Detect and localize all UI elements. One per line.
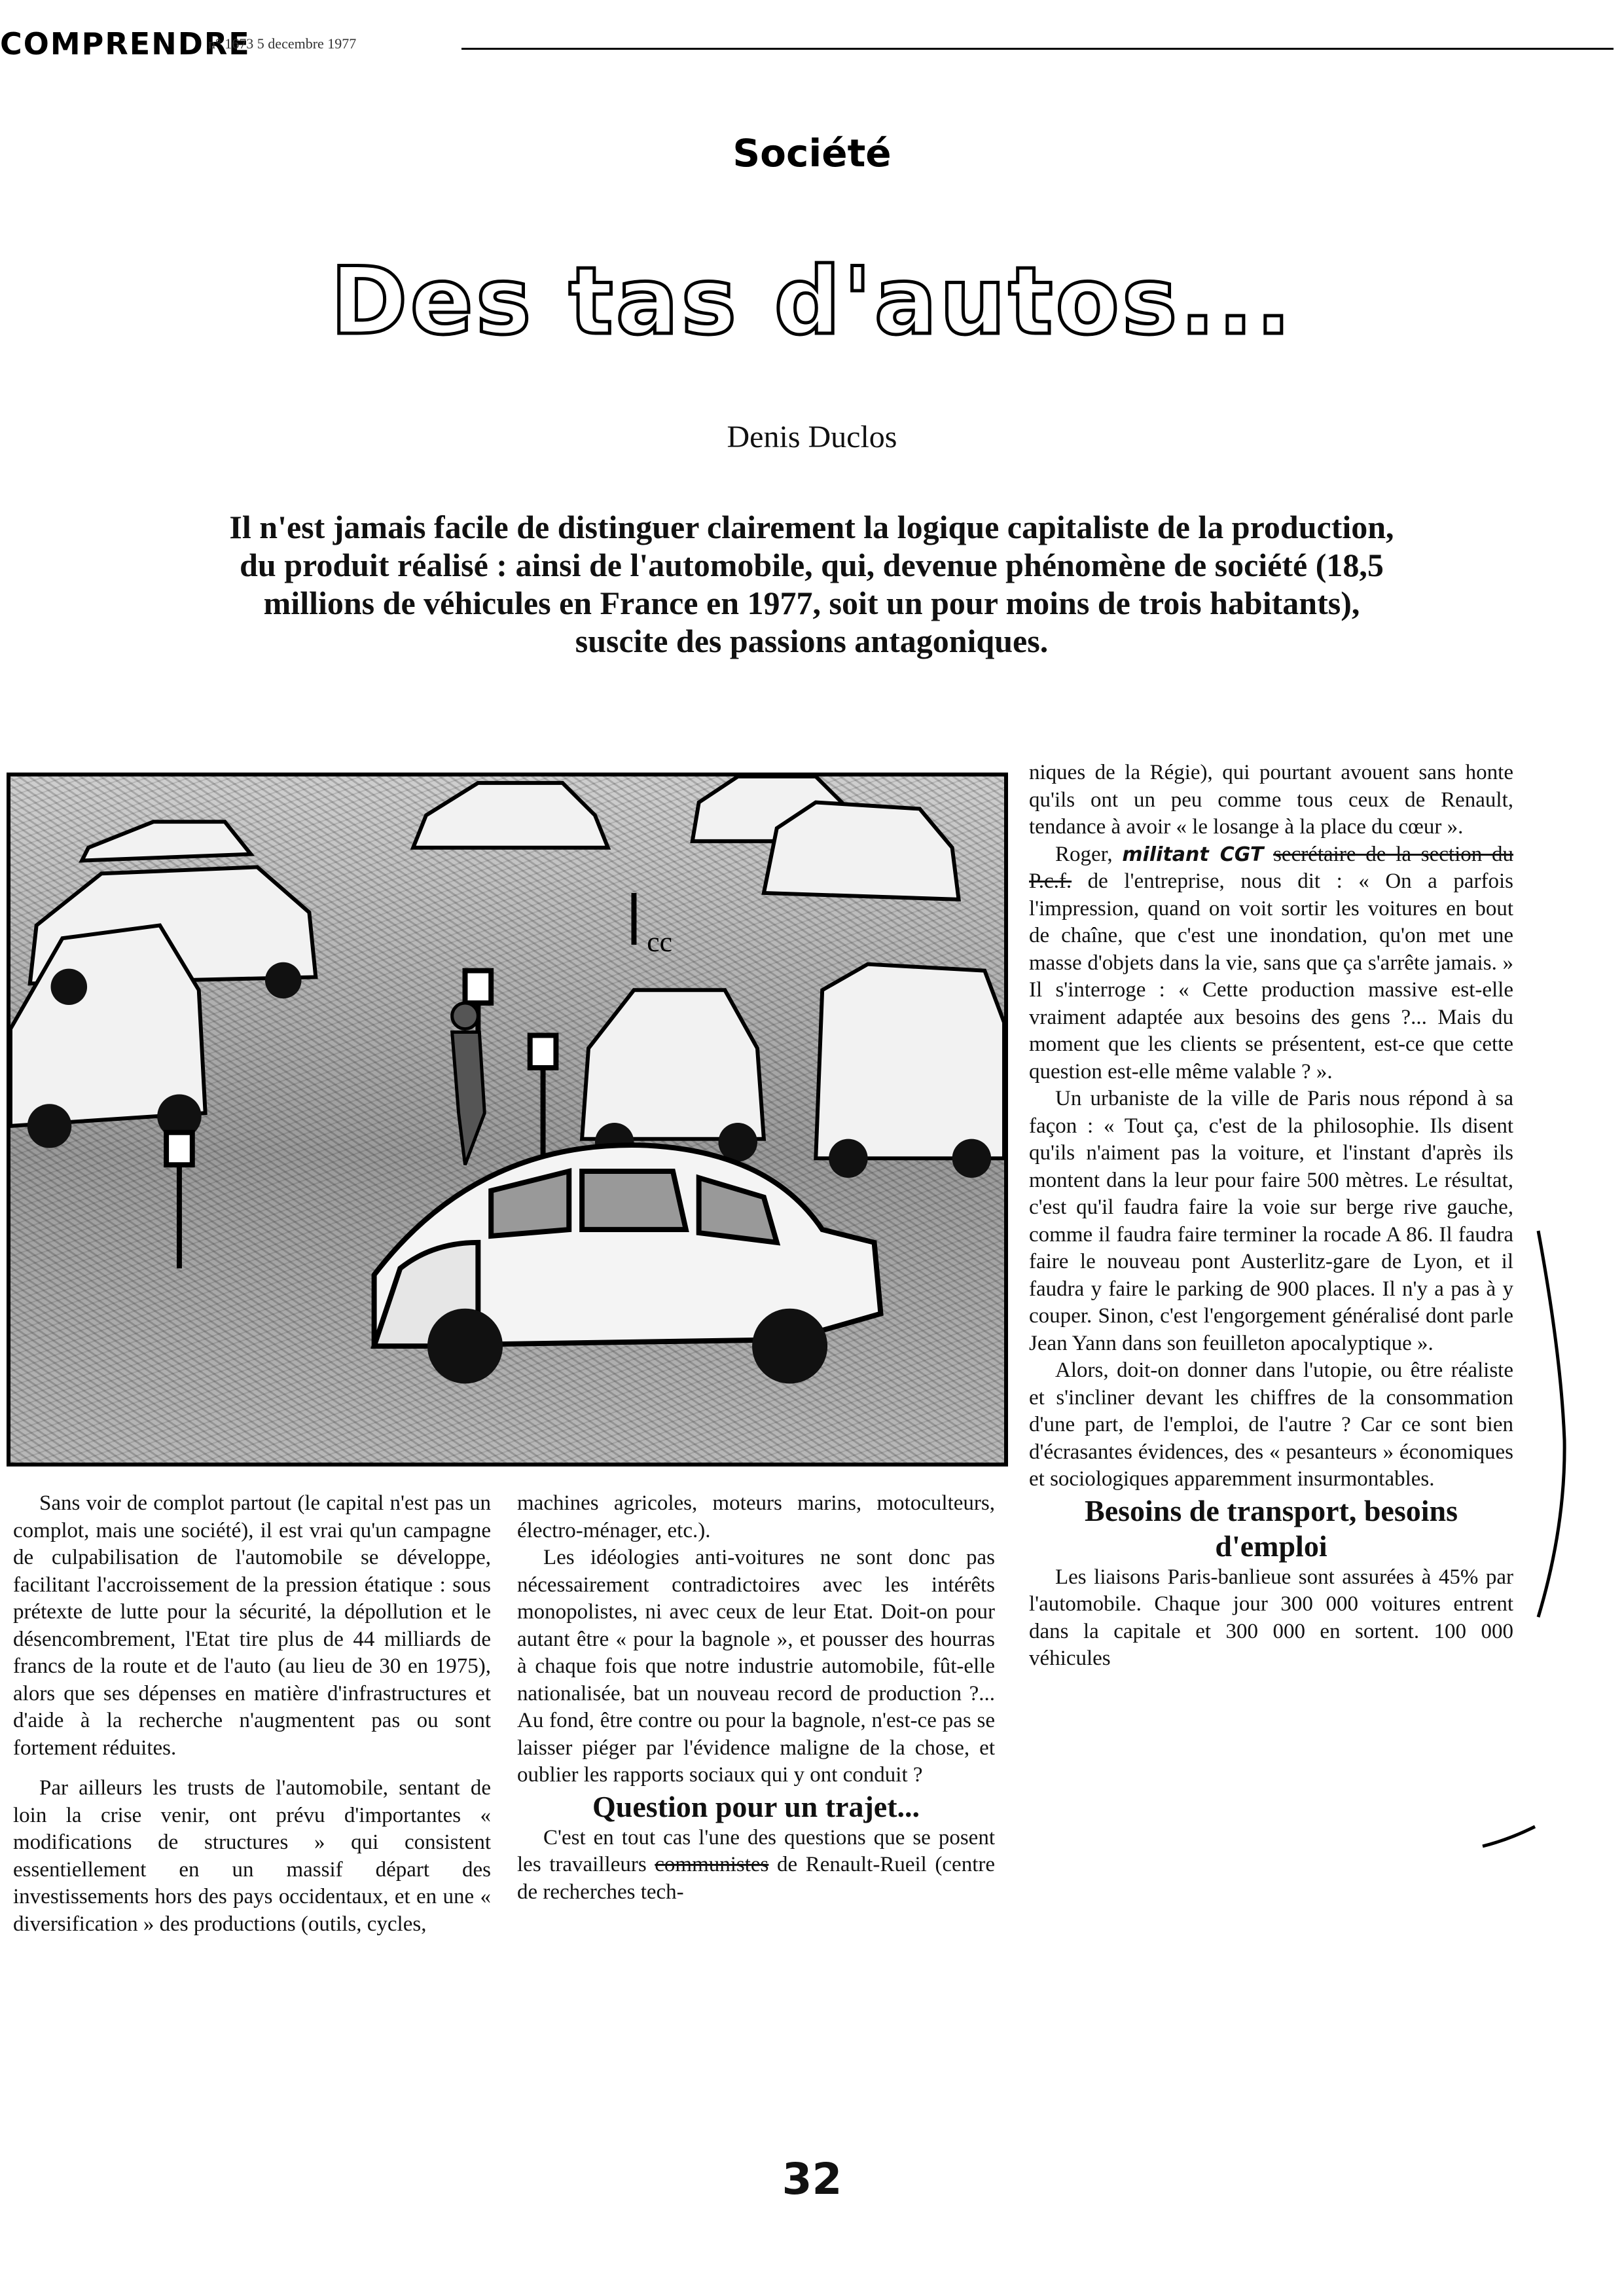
col2-subhead: Question pour un trajet... [592,1789,920,1823]
text-column-1 [13,1490,491,1938]
photo-illustration [10,776,1004,1463]
col3-paragraph-1: niques de la Régie), qui pourtant avouent sans honte qu'ils ont un peu comme tous ceux de Renault, tendance à avoir « le losange à la place du cœur ». [1029,761,1513,839]
col2-struck-word: communistes [655,1853,769,1876]
margin-tick-mark [1479,1820,1538,1853]
col3-paragraph-5: Les liaisons Paris-banlieue sont assurées à 45% par l'automobile. Chaque jour 300 000 voitures entrent dans la capitale et 300 000 en sortent. 100 000 véhicules [1029,1565,1513,1670]
col2-tail-b: de Renault-Rueil (centre de recherches tech- [517,1853,995,1904]
page-header [0,26,1624,65]
article-headline: Des tas d'autos... [330,247,1294,355]
col3-struck-text: secrétaire de la section du P.c.f. [1029,842,1514,893]
col3-paragraph-4: Alors, doit-on donner dans l'utopie, ou être réaliste et s'incliner devant les chiffres de la consommation d'une part, de l'emploi, de l'autre ? Car ce sont bien d'écrasantes évidences, des « pesanteurs » économiques et sociologiques apparemment insurmontables. [1029,1358,1513,1491]
header-rule [461,48,1614,50]
col3-paragraph-2 [1029,841,1513,1086]
text-column-3 [1029,759,1513,1673]
col3-paragraph-3: Un urbaniste de la ville de Paris nous répond à sa façon : « Tout ça, c'est de la philosophie. Ils disent qu'ils n'aiment pas la voiture, et l'instant d'après ils montent dans la leur pour faire 500 mètres. Le résultat, c'est qu'il faudra faire la voie sur berge rive gauche, comme il faudra faire terminer la rocade A 86. Il faudra faire le nouveau pont Austerlitz-gare de Lyon, et il faudra y faire le parking de 900 places. Il n'y a pas à y couper. Sinon, c'est l'engorgement généralisé dont parle Jean Yann dans son feuilleton apocalyptique ». [1029,1087,1513,1355]
photo-graffiti: cc [647,926,673,958]
page-number: 32 [782,2154,842,2204]
col2-paragraph-1: machines agricoles, moteurs marins, motoculteurs, électro-ménager, etc.). [517,1491,995,1542]
car-park-photo [7,773,1008,1467]
col3-paragraph-2-rest: de l'entreprise, nous dit : « On a parfois l'impression, quand on voit sortir les voitures en bout de chaîne, que c'est une inondation, qu'on met une masse d'objets dans la vie, sans que ça s'arrête jamais. » Il s'interroge : « Cette production massive est-elle vraiment adaptée aux besoins des gens ?... Mais du moment que les clients se présentent, est-ce que cette question est-elle même valable ? ». [1029,869,1514,1084]
col1-paragraph-2: Par ailleurs les trusts de l'automobile, sentant de loin la crise venir, ont prévu d'importantes « modifications de structures » qui consistent essentiellement en un massif départ des investissements hors des pays occidentaux, et en une « diversification » des productions (outils, cycles, [13,1776,491,1936]
margin-bracket-mark [1525,1224,1578,1630]
col2-paragraph-3 [517,1825,995,1906]
col2-tail-a: C'est en tout cas l'une des questions que se posent les travailleurs [517,1825,995,1876]
article-standfirst: Il n'est jamais facile de distinguer clairement la logique capitaliste de la production, du produit réalisé : ainsi de l'automobile, qui, devenue phénomène de société (18,5 millions de véhicules en France en 1977, soit un pour moins de trois habitants), suscite des passions antagoniques. [229,509,1394,659]
text-column-2 [517,1490,995,1906]
magazine-brand: COMPRENDRE [0,26,251,62]
issue-info: n° 1673 5 decembre 1977 [208,35,357,52]
section-kicker: Société [732,131,892,175]
col2-paragraph-2: Les idéologies anti-voitures ne sont donc pas nécessairement contradictoires avec les intérêts monopolistes, ni avec ceux de leur Etat. Doit-on pour autant être « pour la bagnole », et pousser des hourras à chaque fois que notre industrie automobile, fût-elle nationalisée, bat un nouveau record de production ?... Au fond, être contre ou pour la bagnole, n'est-ce pas se laisser piéger par l'évidence maligne de la chose, et oublier les rapports sociaux qui y ont conduit ? [517,1546,995,1787]
article-author: Denis Duclos [727,420,897,454]
col3-roger: Roger, [1055,842,1113,866]
col1-paragraph-1: Sans voir de complot partout (le capital n'est pas un complot, mais une société), il est vrai qu'un campagne de culpabilisation de l'automobile se développe, facilitant l'accroissement de la pression étatique : sous prétexte de lutte pour la sécurité, la dépollution et le désencombrement, l'Etat tire plus de 44 milliards de francs de la route et de l'auto (au lieu de 30 en 1975), alors que ses dépenses en matière d'infrastructures et d'aide à la recherche n'augmentent pas ou sont fortement réduites. [13,1491,491,1760]
col3-subhead: Besoins de transport, besoins d'emploi [1085,1493,1458,1563]
handwritten-correction: militant CGT [1122,843,1264,866]
